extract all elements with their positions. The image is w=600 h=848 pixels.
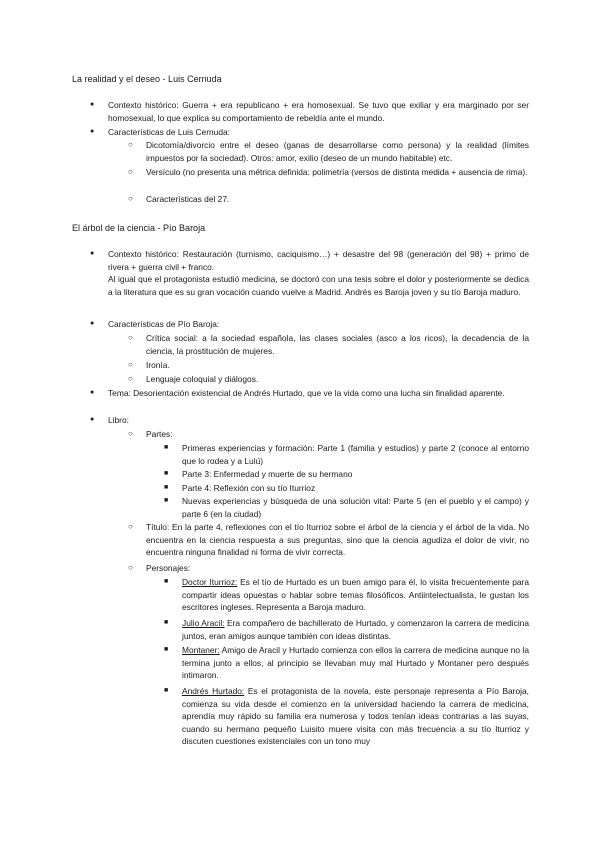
bullet-square (164, 617, 168, 629)
bullet-circle (128, 562, 133, 575)
personaje-name: Doctor Iturrioz: (182, 577, 238, 587)
personaje-item (182, 576, 529, 614)
bullet-circle (128, 428, 133, 441)
cernuda-caracteristica-2: Versículo (no presenta una métrica definida: polimetría (versos de distinta medida + ausencia de rima). (146, 167, 528, 177)
personaje-description: Era compañero de bachillerato de Hurtado, y comenzaron la carrera de medicina juntos, eran amigos aunque también con ideas distintas. (182, 618, 529, 641)
bullet-square (164, 468, 168, 480)
parte-item-1: Primeras experiencias y formación: Parte 1 (familia y estudios) y parte 2 (conoce al entorno que lo rodea y a Lulú) (182, 443, 529, 466)
personaje-item (182, 644, 529, 682)
baroja-contexto-text-1: Contexto histórico: Restauración (turnismo, caciquismo…) + desastre del 98 (generación del 98) + primo de rivera + guerra civil + franco. (108, 249, 529, 272)
personaje-item (182, 617, 529, 642)
baroja-caracteristica-3: Lenguaje coloquial y diálogos. (146, 374, 259, 384)
cernuda-caracteristica-1: Dicotomía/divorcio entre el deseo (ganas de desarrollarse como persona) y la realidad (límites impuestos por la sociedad). Otros: amor, exilio (deseo de un mundo habitable) etc. (146, 140, 529, 163)
baroja-contexto-text-2: Al igual que el protagonista estudió medicina, se doctoró con una tesis sobre el dolor y posteriormente se dedica a la literatura que es su gran vocación cuando vuelve a Madrid. Andrés es Baroja joven y su tío Baroja maduro. (108, 274, 529, 297)
bullet-disc (90, 414, 94, 426)
bullet-circle (128, 373, 133, 386)
baroja-libro-label: Libro: (108, 415, 129, 425)
parte-item-2: Parte 3: Enfermedad y muerte de su hermano (182, 469, 353, 479)
section-title-cernuda: La realidad y el deseo - Luis Cernuda (72, 74, 222, 84)
personaje-name: Andrés Hurtado: (182, 686, 245, 696)
bullet-square (164, 644, 168, 656)
section-title-baroja: El árbol de la ciencia - Pío Baroja (72, 223, 206, 233)
cernuda-contexto-text: Contexto histórico: Guerra + era republicano + era homosexual. Se tuvo que exiliar y era marginado por ser homosexual, lo que explica su comportamiento de rebeldía ante el mundo. (108, 100, 529, 123)
cernuda-caracteristica-3: Características del 27. (146, 194, 230, 204)
personaje-description: Es el protagonista de la novela, este personaje representa a Pío Baroja, comienza su vida desde el comienzo en la universidad haciendo la carrera de medicina, aprendía muy rápido su familia era numerosa y todos tenían ideas contrarias a las suyas, cuando su hermano pequeño Luisito muere visita con más frecuencia a su tío Iturrioz y discuten cuestiones existenciales con un tono muy (182, 686, 529, 747)
bullet-circle (128, 521, 133, 534)
baroja-caracteristica-1: Crítica social: a la sociedad española, las clases sociales (asco a los ricos), la decadencia de la ciencia, la prostitución de mujeres. (146, 333, 529, 356)
cernuda-caracteristicas-label: Características de Luis Cernuda: (108, 127, 230, 137)
bullet-disc (90, 126, 94, 138)
baroja-titulo: Título: En la parte 4, reflexiones con el tío Iturrioz sobre el árbol de la ciencia y el árbol de la vida. No encuentra en la ciencia respuesta a sus preguntas, sino que la ciencia agudiza el dolor de vivir, no encuentra ninguna finalidad ni forma de vivir correcta. (146, 522, 529, 558)
bullet-disc (90, 318, 94, 330)
bullet-disc (90, 99, 94, 111)
bullet-circle (128, 359, 133, 372)
parte-item-4: Nuevas experiencias y búsqueda de una solución vital: Parte 5 (en el pueblo y el campo) y parte 6 (en la ciudad) (182, 496, 529, 519)
baroja-tema: Tema: Desorientación existencial de Andrés Hurtado, que ve la vida como una lucha sin finalidad aparente. (108, 388, 505, 398)
baroja-caracteristicas-label: Características de Pío Baroja: (108, 319, 220, 329)
bullet-disc (90, 248, 94, 260)
bullet-circle (128, 193, 133, 206)
bullet-square (164, 576, 168, 588)
bullet-disc (90, 387, 94, 399)
personaje-name: Julio Aracil: (182, 618, 225, 628)
bullet-square (164, 442, 168, 454)
bullet-circle (128, 332, 133, 345)
cernuda-contexto (108, 99, 529, 124)
bullet-square (164, 482, 168, 494)
bullet-square (164, 685, 168, 697)
bullet-circle (128, 139, 133, 152)
baroja-personajes-label: Personajes: (146, 563, 191, 573)
bullet-circle (128, 166, 133, 179)
baroja-partes-label: Partes: (146, 429, 173, 439)
personaje-description: Es el tío de Hurtado es un buen amigo para él, lo visita frecuentemente para compartir ideas opuestas o hablar sobre temas filosóficos. Antiintelectualista, le gustan los escritores ingleses. Representa a Baroja maduro. (182, 577, 529, 613)
personaje-item (182, 685, 529, 748)
personaje-name: Montaner: (182, 645, 220, 655)
personaje-description: Amigo de Aracil y Hurtado comienza con ellos la carrera de medicina aunque no la termina junto a ellos, al principio se llevaban muy mal Hurtado y Montaner pero después intimaron. (182, 645, 529, 681)
bullet-square (164, 495, 168, 507)
baroja-contexto (108, 248, 529, 298)
parte-item-3: Parte 4: Reflexión con su tío Iturrioz (182, 483, 316, 493)
baroja-caracteristica-2: Ironía. (146, 360, 170, 370)
